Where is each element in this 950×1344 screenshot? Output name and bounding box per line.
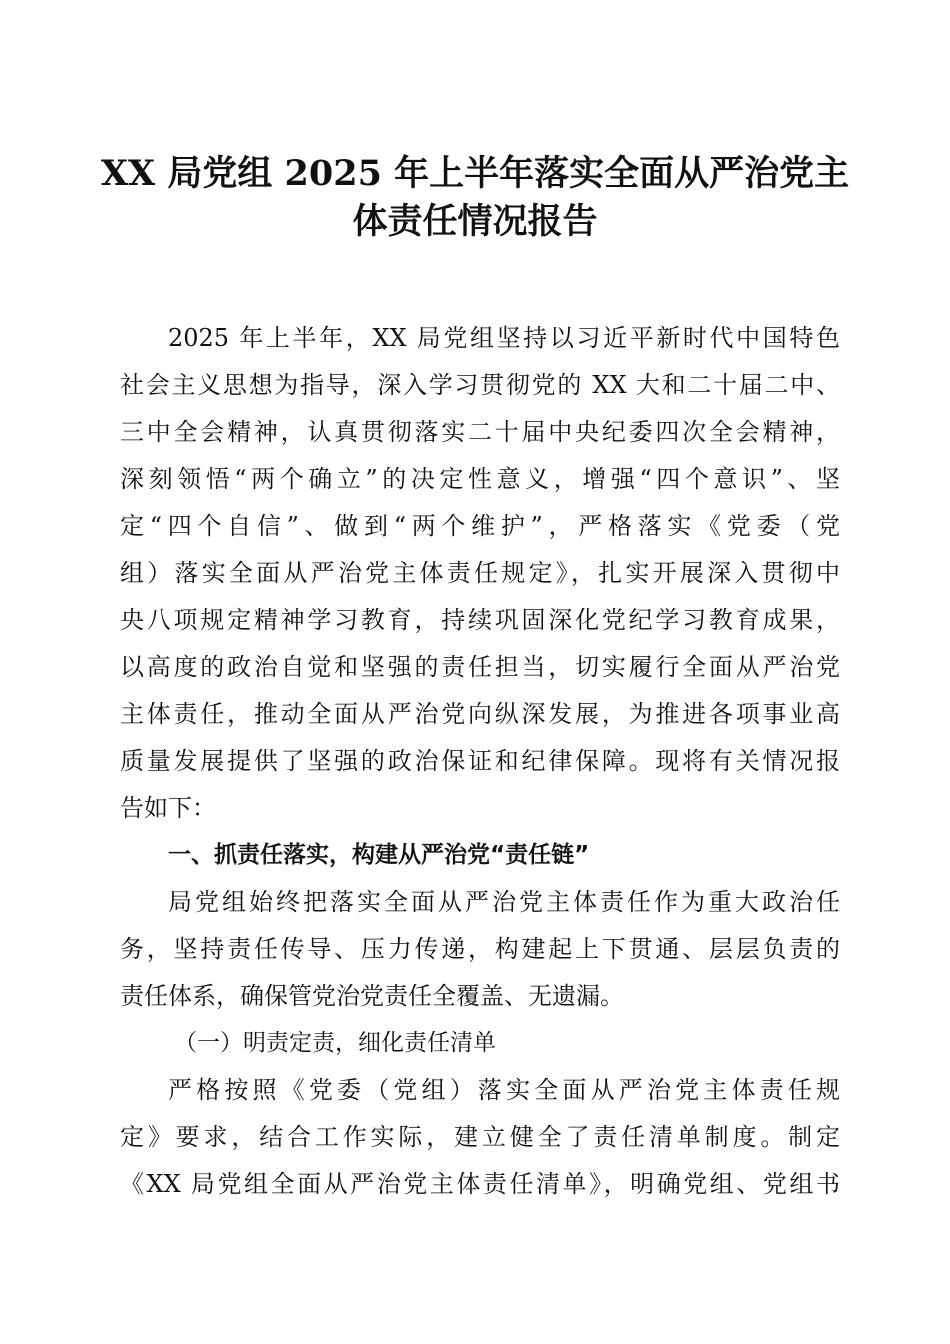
document-title [100,150,850,246]
paragraph-line: 告如下： [120,794,216,822]
paragraph-line: 定》要求，结合工作实际，建立健全了责任清单制度。制定 [120,1123,840,1151]
title-line: 体责任情况报告 [352,201,598,242]
paragraph-line: 《XX 局党组全面从严治党主体责任清单》，明确党组、党组书 [120,1170,840,1198]
paragraph-line: 务，坚持责任传导、压力传递，构建起上下贯通、层层负责的 [120,935,840,963]
document-body [120,315,840,1208]
paragraph-line: 质量发展提供了坚强的政治保证和纪律保障。现将有关情况报 [120,747,840,775]
paragraph-line: 组）落实全面从严治党主体责任规定》，扎实开展深入贯彻中 [120,559,840,587]
subsection-heading: （一）明责定责，细化责任清单 [174,1030,496,1056]
section-heading: 一、抓责任落实，构建从严治党“责任链” [168,842,590,868]
paragraph-line: 定“四个自信”、做到“两个维护”，严格落实《党委（党 [120,512,840,540]
paragraph-line: 三中全会精神，认真贯彻落实二十届中央纪委四次全会精神， [120,418,840,446]
paragraph-line: 严格按照《党委（党组）落实全面从严治党主体责任规 [168,1076,840,1104]
paragraph-line: 社会主义思想为指导，深入学习贯彻党的 XX 大和二十届二中、 [120,371,840,399]
paragraph-line: 以高度的政治自觉和坚强的责任担当，切实履行全面从严治党 [120,653,840,681]
paragraph-line: 局党组始终把落实全面从严治党主体责任作为重大政治任 [168,888,840,916]
paragraph-line: 深刻领悟“两个确立”的决定性意义，增强“四个意识”、坚 [120,465,840,493]
paragraph-line: 2025 年上半年，XX 局党组坚持以习近平新时代中国特色 [168,324,840,352]
title-line: XX 局党组 2025 年上半年落实全面从严治党主 [100,153,850,194]
paragraph-line: 责任体系，确保管党治党责任全覆盖、无遗漏。 [120,982,624,1010]
paragraph-line: 央八项规定精神学习教育，持续巩固深化党纪学习教育成果， [120,606,840,634]
paragraph-line: 主体责任，推动全面从严治党向纵深发展，为推进各项事业高 [120,700,840,728]
